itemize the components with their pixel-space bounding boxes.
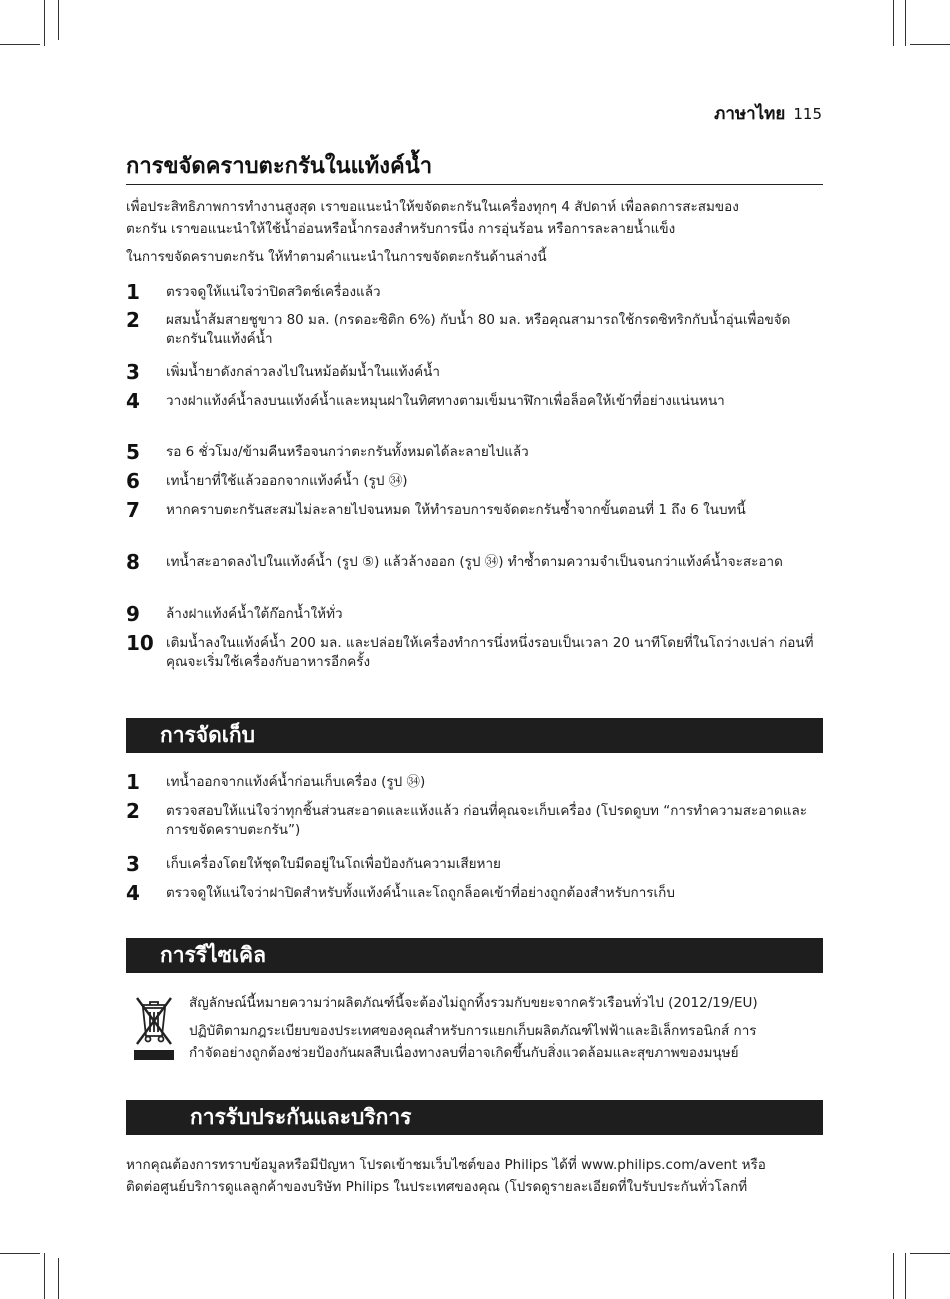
list-item (126, 770, 826, 802)
crop-mark (44, 1253, 45, 1299)
step-number: 8 (126, 550, 140, 574)
running-header (714, 100, 822, 127)
list-item (126, 498, 826, 553)
step-text: เติมน้ำลงในแท้งค์น้ำ 200 มล. และปล่อยให้เครื่องทำการนึ่งหนึ่งรอบเป็นเวลา 20 นาทีโดยที่ในโถว่างเปล่า ก่อนที่คุณจะเริ่มใช้เครื่องกับอาหารอีกครั้ง (166, 635, 814, 670)
crop-mark (905, 0, 906, 46)
step-text: ตรวจดูให้แน่ใจว่าปิดสวิตช์เครื่องแล้ว (166, 284, 381, 300)
step-number: 7 (126, 498, 140, 522)
crop-mark (0, 1253, 40, 1254)
descaling-intro (126, 196, 823, 268)
step-text: ตรวจดูให้แน่ใจว่าฝาปิดสำหรับทั้งแท้งค์น้ำและโถถูกล็อคเข้าที่อย่างถูกต้องสำหรับการเก็บ (166, 885, 675, 901)
storage-steps (126, 770, 826, 913)
step-text: เทน้ำยาที่ใช้แล้วออกจากแท้งค์น้ำ (รูป ㉞) (166, 473, 408, 489)
list-item (126, 469, 826, 501)
step-text: วางฝาแท้งค์น้ำลงบนแท้งค์น้ำและหมุนฝาในทิศทางตามเข็มนาฬิกาเพื่อล็อคให้เข้าที่อย่างแน่นหนา (166, 393, 725, 409)
list-item (126, 389, 826, 443)
step-number: 1 (126, 770, 140, 794)
step-number: 2 (126, 799, 140, 823)
step-number: 10 (126, 631, 154, 655)
descaling-steps (126, 280, 826, 682)
crossed-out-bin-icon (134, 992, 174, 1062)
crop-mark (58, 0, 59, 40)
list-item (126, 602, 826, 634)
step-text: ล้างฝาแท้งค์น้ำใต้ก๊อกน้ำให้ทั่ว (166, 606, 343, 622)
descaling-title: การขจัดคราบตะกรันในแท้งค์น้ำ (126, 154, 433, 179)
step-number: 4 (126, 389, 140, 413)
section-rule (126, 184, 823, 185)
list-item (126, 881, 826, 913)
warranty-text (126, 1154, 823, 1198)
crop-mark (44, 0, 45, 46)
list-item (126, 360, 826, 392)
crop-mark (893, 0, 894, 46)
crop-mark (910, 1253, 950, 1254)
crop-mark (58, 1258, 59, 1299)
recycling-text (189, 992, 824, 1064)
list-item (126, 799, 826, 855)
list-item (126, 440, 826, 472)
recycling-line: กำจัดอย่างถูกต้องช่วยป้องกันผลสืบเนื่องทางลบที่อาจเกิดขึ้นกับสิ่งแวดล้อมและสุขภาพของมนุษย์ (189, 1045, 739, 1061)
step-number: 3 (126, 852, 140, 876)
intro-line: เพื่อประสิทธิภาพการทำงานสูงสุด เราขอแนะนำให้ขจัดตะกรันในเครื่องทุกๆ 4 สัปดาห์ เพื่อลดการสะสมของ (126, 199, 739, 215)
step-number: 1 (126, 280, 140, 304)
step-text: เก็บเครื่องโดยให้ชุดใบมีดอยู่ในโถเพื่อป้องกันความเสียหาย (166, 856, 501, 872)
language-label: ภาษาไทย (714, 104, 786, 124)
step-text: เพิ่มน้ำยาดังกล่าวลงไปในหม้อต้มน้ำในแท้งค์น้ำ (166, 364, 440, 380)
crop-mark (905, 1253, 906, 1299)
list-item (126, 631, 826, 682)
list-item (126, 550, 826, 605)
step-text: ตรวจสอบให้แน่ใจว่าทุกชิ้นส่วนสะอาดและแห้งแล้ว ก่อนที่คุณจะเก็บเครื่อง (โปรดดูบท “การทำความสะอาดและการขจัดคราบตะกรัน”) (166, 803, 807, 838)
step-number: 6 (126, 469, 140, 493)
step-text: เทน้ำสะอาดลงไปในแท้งค์น้ำ (รูป ⑤) แล้วล้างออก (รูป ㉞) ทำซ้ำตามความจำเป็นจนกว่าแท้งค์น้ำจะสะอาด (166, 554, 783, 570)
warranty-title: การรับประกันและบริการ (126, 1100, 823, 1135)
warranty-line: ติดต่อศูนย์บริการดูแลลูกค้าของบริษัท Philips ในประเทศของคุณ (โปรดดูรายละเอียดที่ใบรับประกันทั่วโลกที่ (126, 1179, 748, 1195)
recycling-line: สัญลักษณ์นี้หมายความว่าผลิตภัณฑ์นี้จะต้องไม่ถูกทิ้งรวมกับขยะจากครัวเรือนทั่วไป (2012/19/EU) (189, 995, 758, 1011)
step-number: 9 (126, 602, 140, 626)
warranty-line: หากคุณต้องการทราบข้อมูลหรือมีปัญหา โปรดเข้าชมเว็บไซต์ของ Philips ได้ที่ www.philips.com/avent หรือ (126, 1157, 766, 1173)
step-text: รอ 6 ชั่วโมง/ข้ามคืนหรือจนกว่าตะกรันทั้งหมดได้ละลายไปแล้ว (166, 444, 529, 460)
list-item (126, 308, 826, 363)
crop-mark (910, 44, 950, 45)
page-number: 115 (793, 105, 822, 123)
step-text: หากคราบตะกรันสะสมไม่ละลายไปจนหมด ให้ทำรอบการขจัดตะกรันซ้ำจากขั้นตอนที่ 1 ถึง 6 ในบทนี้ (166, 502, 746, 518)
recycling-line: ปฏิบัติตามกฎระเบียบของประเทศของคุณสำหรับการแยกเก็บผลิตภัณฑ์ไฟฟ้าและอิเล็กทรอนิกส์ การ (189, 1023, 757, 1039)
intro-line: ตะกรัน เราขอแนะนำให้ใช้น้ำอ่อนหรือน้ำกรองสำหรับการนึ่ง การอุ่นร้อน หรือการละลายน้ำแข็ง (126, 221, 676, 237)
step-number: 3 (126, 360, 140, 384)
step-text: เทน้ำออกจากแท้งค์น้ำก่อนเก็บเครื่อง (รูป ㉞) (166, 774, 426, 790)
recycling-title: การรีไซเคิล (126, 938, 823, 973)
step-text: ผสมน้ำส้มสายชูขาว 80 มล. (กรดอะซิติก 6%) กับน้ำ 80 มล. หรือคุณสามารถใช้กรดซิทริกกับน้ำอุ่นเพื่อขจัดตะกรันในแท้งค์น้ำ (166, 312, 791, 347)
step-number: 4 (126, 881, 140, 905)
step-number: 2 (126, 308, 140, 332)
storage-title: การจัดเก็บ (126, 718, 823, 753)
crop-mark (0, 44, 40, 45)
list-item (126, 280, 826, 311)
crop-mark (893, 1253, 894, 1299)
step-number: 5 (126, 440, 140, 464)
intro-line: ในการขจัดคราบตะกรัน ให้ทำตามคำแนะนำในการขจัดตะกรันด้านล่างนี้ (126, 249, 547, 265)
list-item (126, 852, 826, 884)
